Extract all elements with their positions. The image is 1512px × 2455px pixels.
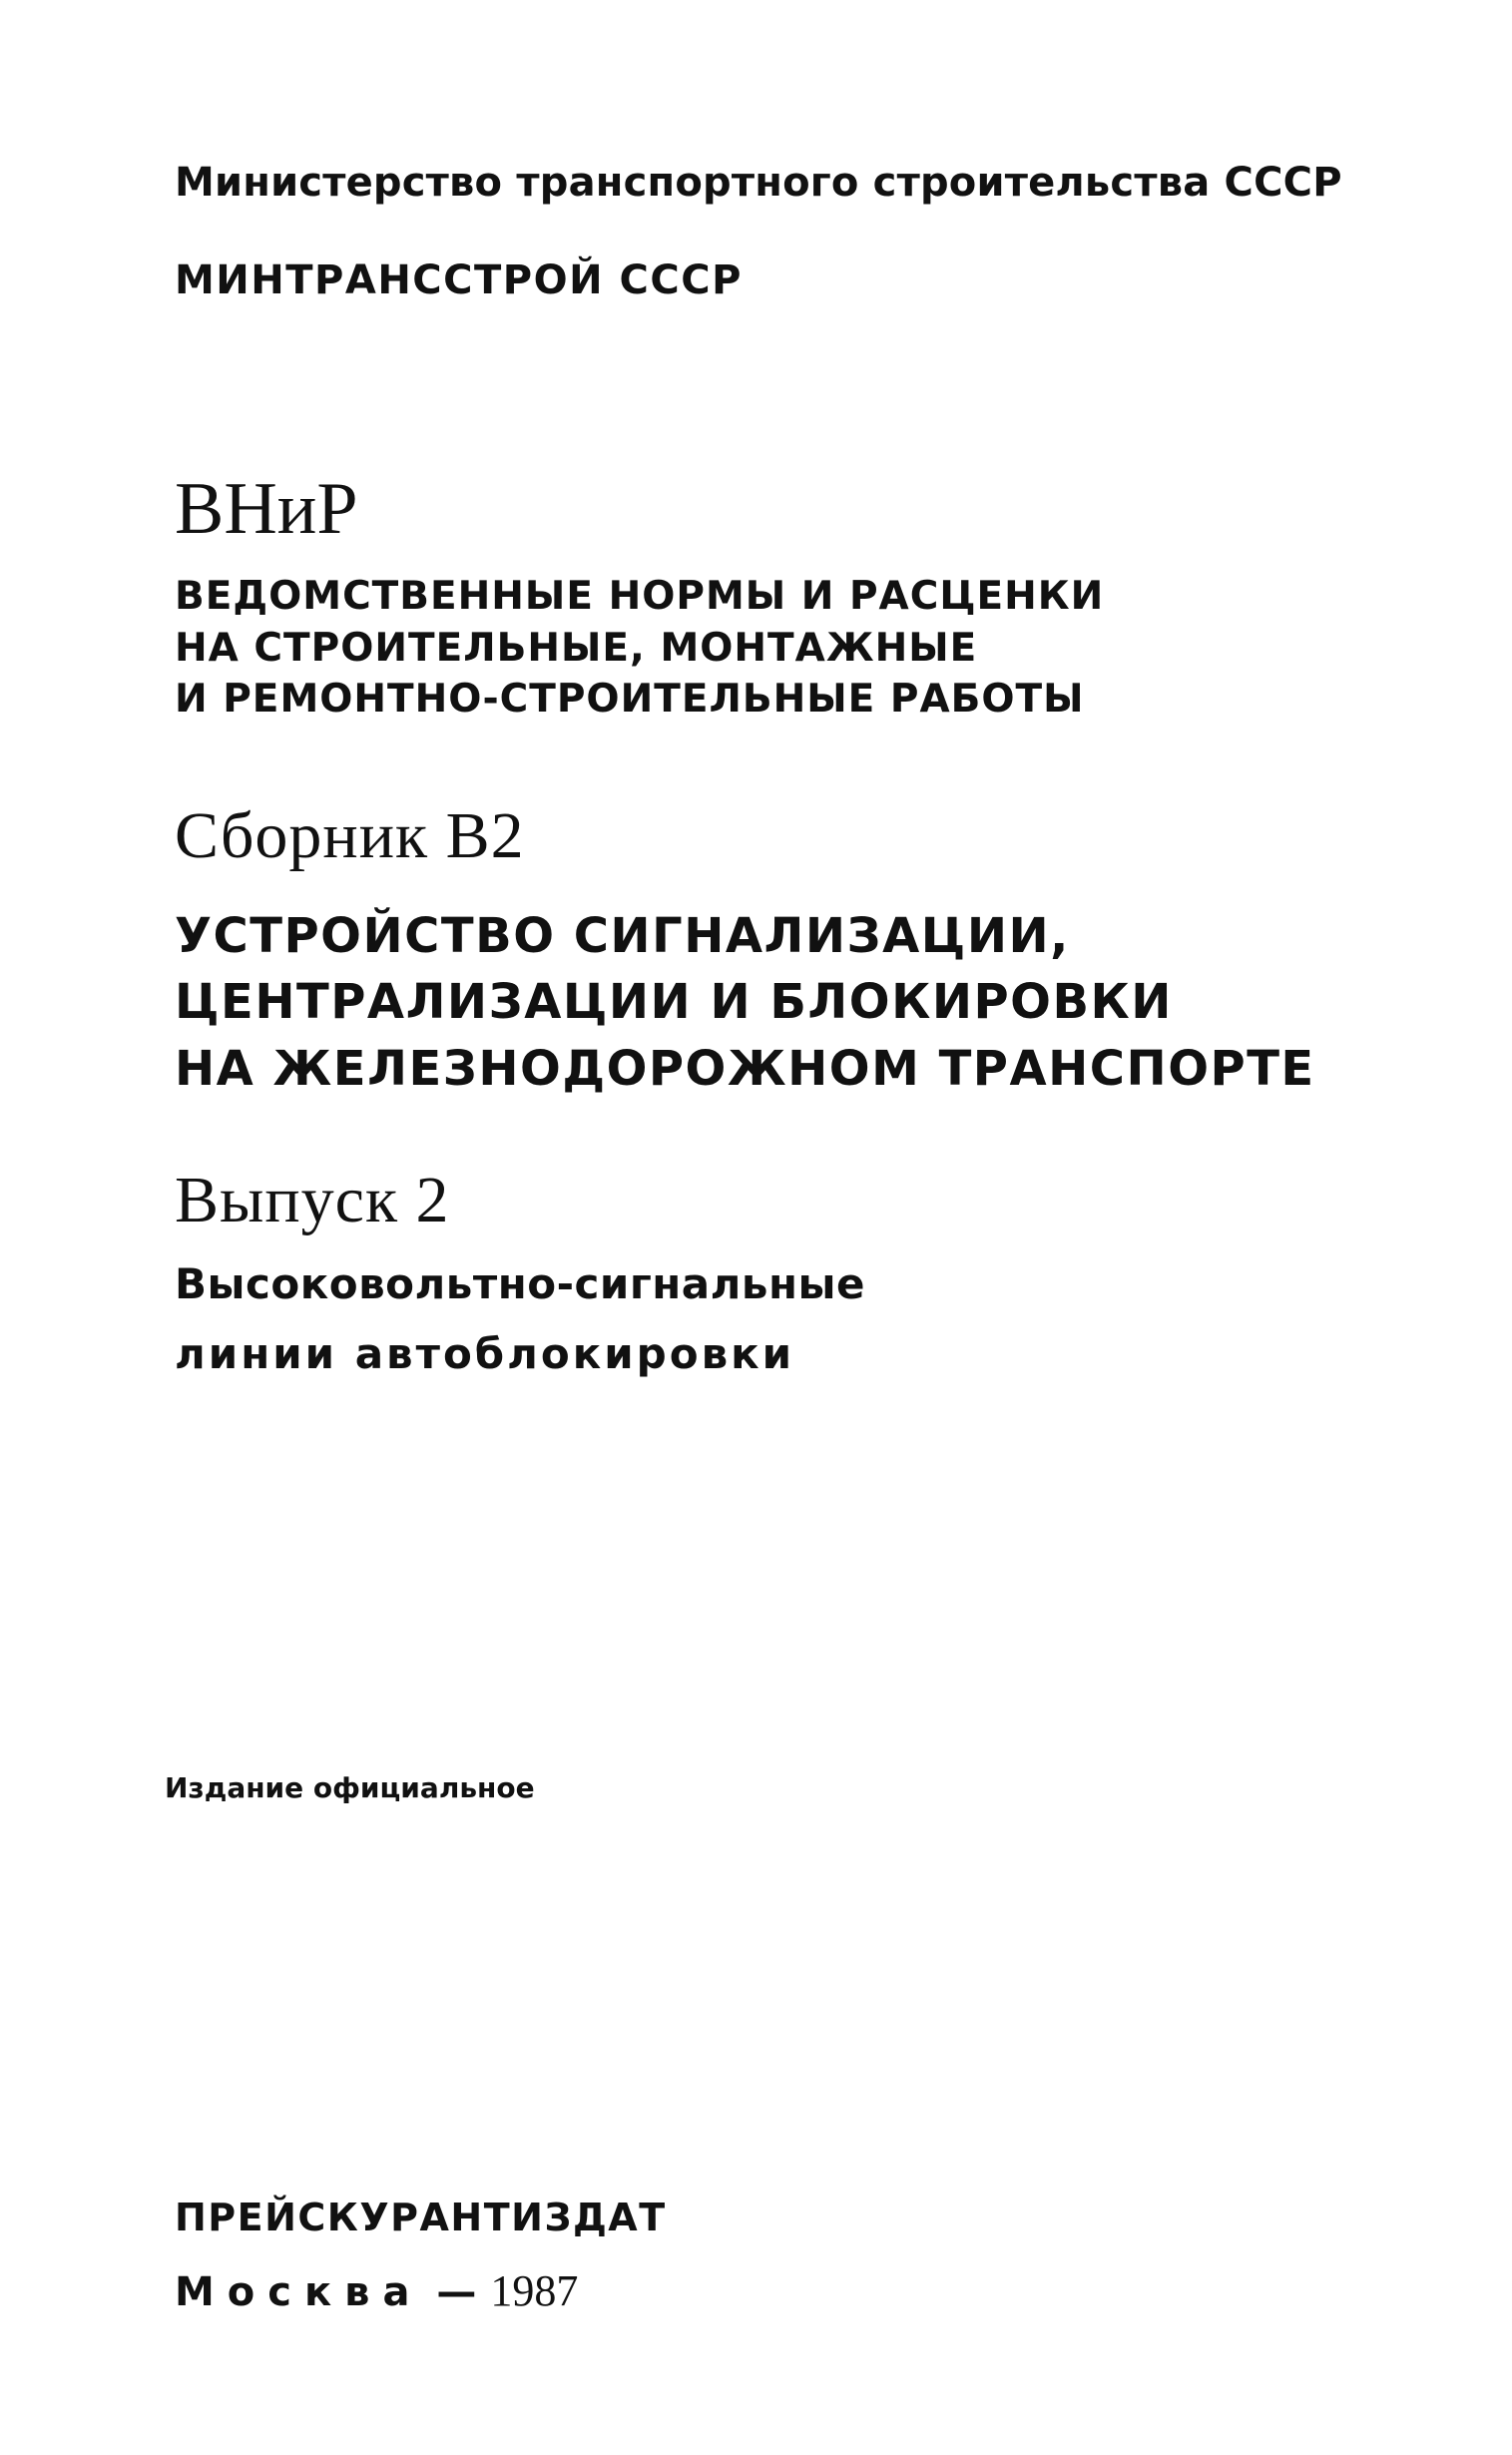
- document-code: ВНиР: [175, 468, 358, 550]
- issue-title-line: Высоковольтно-сигнальные: [175, 1259, 865, 1308]
- document-subtitle-line: ВЕДОМСТВЕННЫЕ НОРМЫ И РАСЦЕНКИ: [175, 574, 1105, 619]
- issue-title-line: линии автоблокировки: [175, 1329, 795, 1378]
- document-subtitle-line: И РЕМОНТНО-СТРОИТЕЛЬНЫЕ РАБОТЫ: [175, 677, 1085, 722]
- collection-label: Сборник В2: [175, 799, 525, 872]
- ministry-abbreviation: МИНТРАНССТРОЙ СССР: [175, 257, 743, 303]
- collection-title-line: ЦЕНТРАЛИЗАЦИИ И БЛОКИРОВКИ: [175, 974, 1173, 1030]
- issue-label: Выпуск 2: [175, 1164, 450, 1236]
- collection-title-line: НА ЖЕЛЕЗНОДОРОЖНОМ ТРАНСПОРТЕ: [175, 1041, 1315, 1097]
- imprint-city-year: [175, 2265, 578, 2316]
- imprint-year: 1987: [490, 2266, 579, 2315]
- imprint-city: Москва: [175, 2269, 423, 2315]
- collection-title-line: УСТРОЙСТВО СИГНАЛИЗАЦИИ,: [175, 908, 1070, 964]
- imprint-separator: —: [422, 2269, 491, 2315]
- publisher-name: ПРЕЙСКУРАНТИЗДАТ: [175, 2196, 667, 2239]
- ministry-name: Министерство транспортного строительства СССР: [175, 160, 1342, 206]
- document-subtitle-line: НА СТРОИТЕЛЬНЫЕ, МОНТАЖНЫЕ: [175, 626, 978, 671]
- edition-note: Издание официальное: [165, 1771, 535, 1804]
